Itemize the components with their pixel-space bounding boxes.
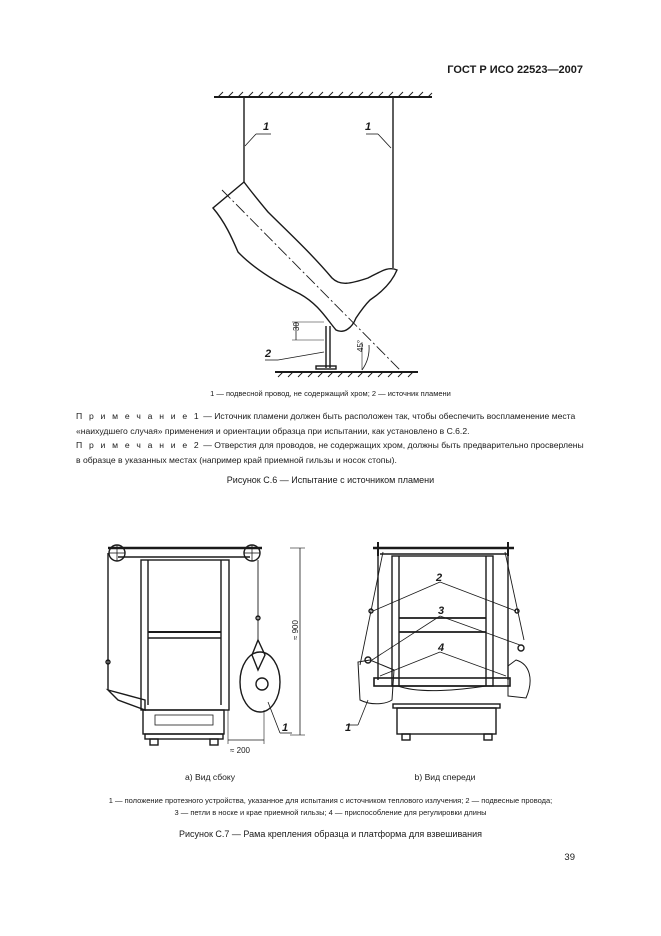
- dimension-200: ≈ 200: [230, 746, 250, 755]
- figure-c7-legend-line1: 1 — положение протезного устройства, указанное для испытания с источником теплового излучения; 2 — подвесные провода;: [108, 796, 553, 805]
- subcaption-front-view: b) Вид спереди: [414, 772, 476, 782]
- front-label-2: 2: [436, 572, 443, 584]
- note-2-prefix: П р и м е ч а н и е 2: [76, 440, 201, 450]
- front-label-3: 3: [438, 605, 445, 617]
- side-label-1: 1: [282, 722, 289, 734]
- front-label-4: 4: [438, 642, 445, 654]
- label-flame-source: 2: [265, 348, 272, 360]
- dimension-30: 30: [292, 322, 301, 331]
- angle-45: 45°: [356, 339, 365, 352]
- figure-c7-caption: Рисунок С.7 — Рама крепления образца и платформа для взвешивания: [178, 829, 483, 839]
- figure-c6-legend: 1 — подвесной провод, не содержащий хром; 2 — источник пламени: [210, 389, 451, 398]
- dimension-900: ≈ 900: [291, 620, 300, 640]
- front-label-1: 1: [345, 722, 352, 734]
- page-number: 39: [564, 852, 575, 863]
- note-1-text: — Источник пламени должен быть расположен так, чтобы обеспечить воспламенение места «наихудшего случая» применения и ориентации образца при испытании, как установлено в С.6.2.: [76, 411, 576, 436]
- note-2-text: — Отверстия для проводов, не содержащих хром, должны быть предварительно просверлены в образце в указанных местах (например край приемной гильзы и носок стопы).: [76, 440, 584, 465]
- document-header: ГОСТ Р ИСО 22523—2007: [447, 64, 583, 76]
- label-wire-right: 1: [365, 121, 372, 133]
- label-wire-left: 1: [263, 121, 270, 133]
- figure-c7-legend-line2: 3 — петли в носке и крае приемной гильзы; 4 — приспособление для регулировки длины: [174, 808, 487, 817]
- figure-c6-caption: Рисунок С.6 — Испытание с источником пламени: [226, 475, 435, 485]
- subcaption-side-view: а) Вид сбоку: [184, 772, 236, 782]
- note-1-prefix: П р и м е ч а н и е 1: [76, 411, 201, 421]
